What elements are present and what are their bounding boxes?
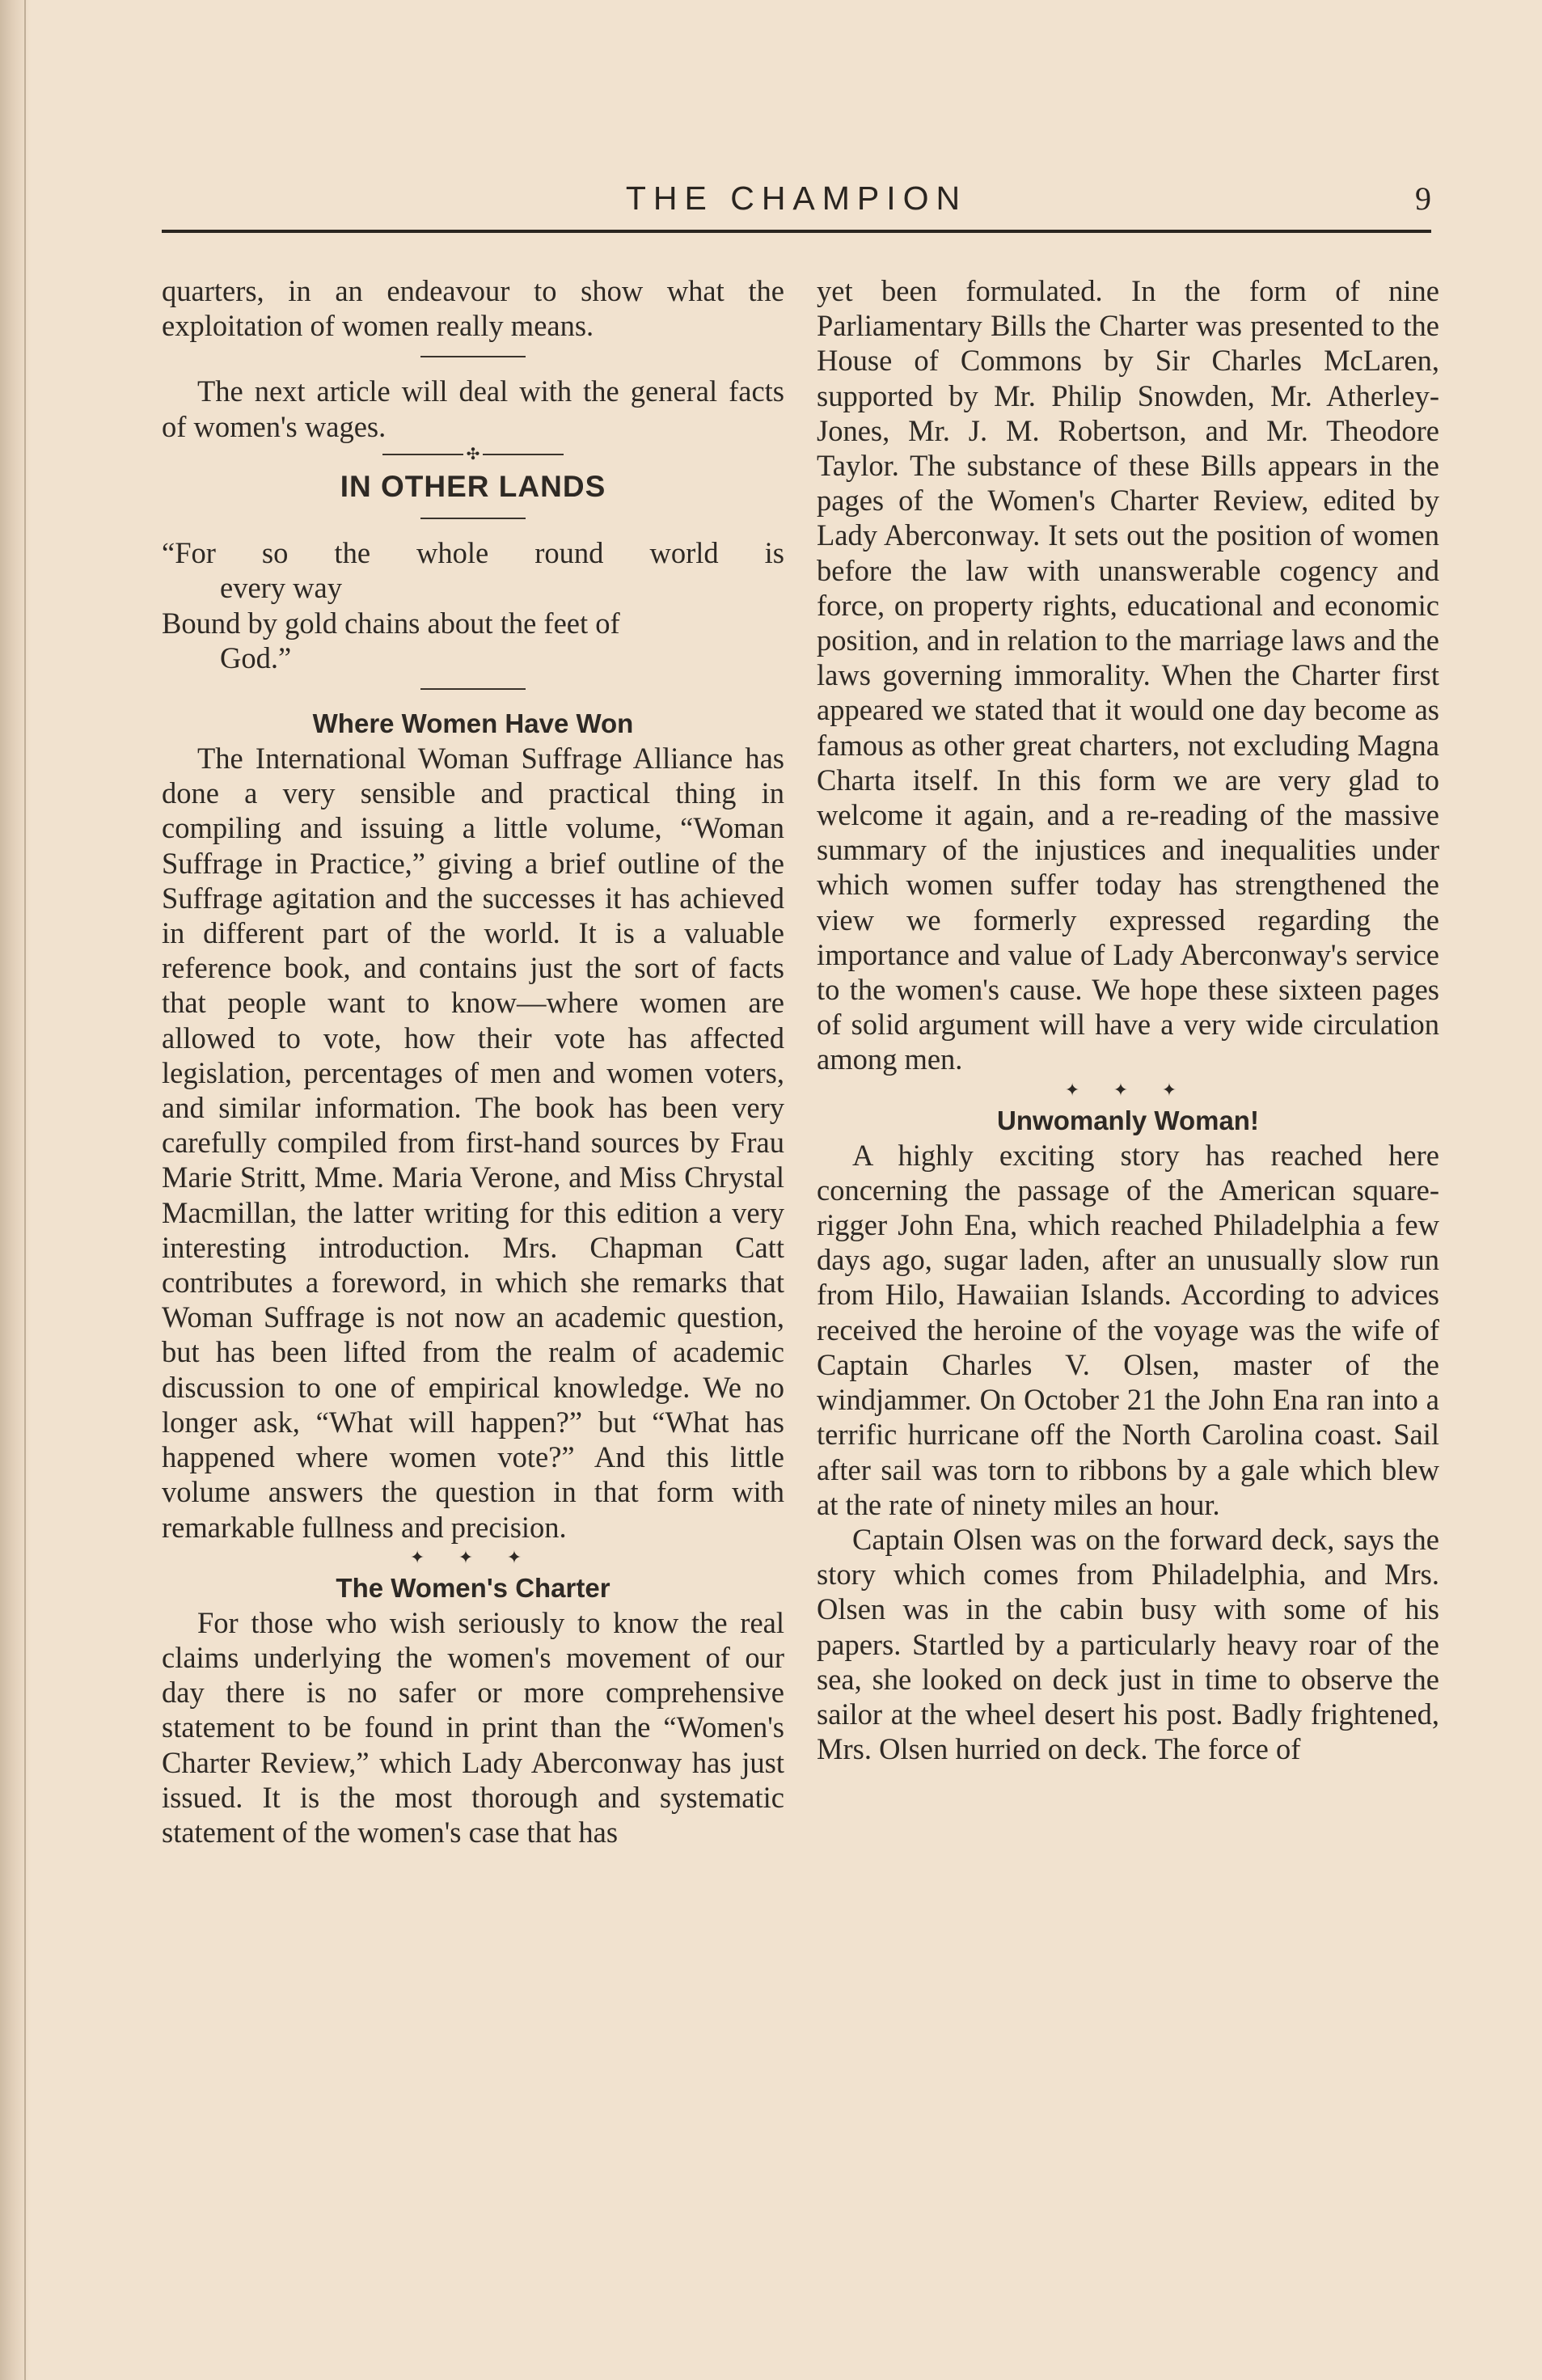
poem-line: “For so the whole round world is (162, 536, 784, 570)
divider (420, 356, 526, 357)
poem-line: every way (220, 571, 342, 605)
divider (420, 518, 526, 519)
next-article-note: The next article will deal with the general facts of women's wages. (162, 374, 784, 443)
article-title: Unwomanly Woman! (997, 1105, 1259, 1135)
article-body: The International Woman Suffrage Alliance has done a very sensible and practical thing in compiling and issuing a little volume, “Woman Suffrage in Practice,” giving a brief outline of the Suffrage agitation and the successes it has achieved in different part of the world. It is a valuable reference book, and contains just the sort of facts that people want to know—where women are allowed to vote, how their vote has affected legislation, percentages of men and women voters, and similar information. The book has been very carefully compiled from first-hand sources by Frau Marie Stritt, Mme. Maria Verone, and Miss Chrystal Macmillan, the latter writing for this edition a very interesting introduction. Mrs. Chapman Catt contributes a foreword, in which she remarks that Woman Suffrage is not now an academic question, but has been lifted from the realm of academic discussion to one of empirical knowledge. We no longer ask, “What will happen?” but “What has happened where women vote?” And this little volume answers the question in that form with remarkable fullness and precision. (162, 742, 784, 1544)
page-header (162, 180, 1431, 228)
section-title: IN OTHER LANDS (340, 470, 606, 504)
poem-line: Bound by gold chains about the feet of (162, 606, 620, 640)
continuation-paragraph: yet been formulated. In the form of nine Parliamentary Bills the Charter was presented to the House of Commons by Sir Charles McLaren, supported by Mr. Philip Snowden, Mr. Atherley-Jones, Mr. J. M. Robertson, and Mr. Theodore Taylor. The substance of these Bills appears in the pages of the Women's Charter Review, edited by Lady Aberconway. It sets out the position of women before the law with unanswerable cogency and force, on property rights, educational and economic position, and in relation to the marriage laws and the laws governing immorality. When the Charter first appeared we stated that it would one day become as famous as other great charters, not excluding Magna Charta itself. In this form we are very glad to welcome it again, and a re-reading of the massive summary of the injustices and inequalities under which women suffer today has strengthened the view we formerly expressed regarding the importance and value of Lady Aberconway's service to the women's cause. We hope these sixteen pages of solid argument will have a very wide circulation among men. (817, 274, 1439, 1076)
poem-line: God.” (220, 640, 292, 674)
page-edge (0, 0, 31, 2380)
article-body: For those who wish seriously to know the real claims underlying the women's movement of our day there is no safer or more comprehensive statement to be found in print than the “Women's Charter Review,” which Lady Aberconway has just issued. It is the most thorough and systematic statement of the women's case that has (162, 1605, 784, 1849)
header-rule (162, 230, 1431, 233)
right-column (817, 273, 1439, 1766)
ornament: ✦ ✦ ✦ (1064, 1079, 1192, 1100)
opening-paragraph: quarters, in an endeavour to show what the exploitation of women really means. (162, 274, 784, 343)
ornamental-divider: ✣ (162, 446, 784, 463)
page-number: 9 (1415, 180, 1431, 217)
left-column (162, 273, 784, 1849)
article-title: The Women's Charter (336, 1572, 610, 1603)
article-title: Where Women Have Won (312, 708, 634, 739)
epigraph-poem (162, 535, 784, 675)
divider (420, 688, 526, 690)
binding-spine (24, 0, 26, 2380)
article-body: A highly exciting story has reached here concerning the passage of the American square-rigger John Ena, which reached Philadelphia a few days ago, sugar laden, after an unusually slow run from Hilo, Hawaiian Islands. According to advices received the heroine of the voyage was the wife of Captain Charles V. Olsen, master of the windjammer. On October 21 the John Ena ran into a terrific hurricane off the North Carolina coast. Sail after sail was torn to ribbons by a gale which blew at the rate of ninety miles an hour. (817, 1138, 1439, 1521)
publication-title: THE CHAMPION (625, 180, 968, 217)
article-body: Captain Olsen was on the forward deck, says the story which comes from Philadelphia, and Mrs. Olsen was in the cabin busy with some of his papers. Startled by a particularly heavy roar of the sea, she looked on deck just in time to observe the sailor at the wheel desert his post. Badly frightened, Mrs. Olsen hurried on deck. The force of (817, 1522, 1439, 1766)
ornament: ✦ ✦ ✦ (409, 1546, 537, 1567)
